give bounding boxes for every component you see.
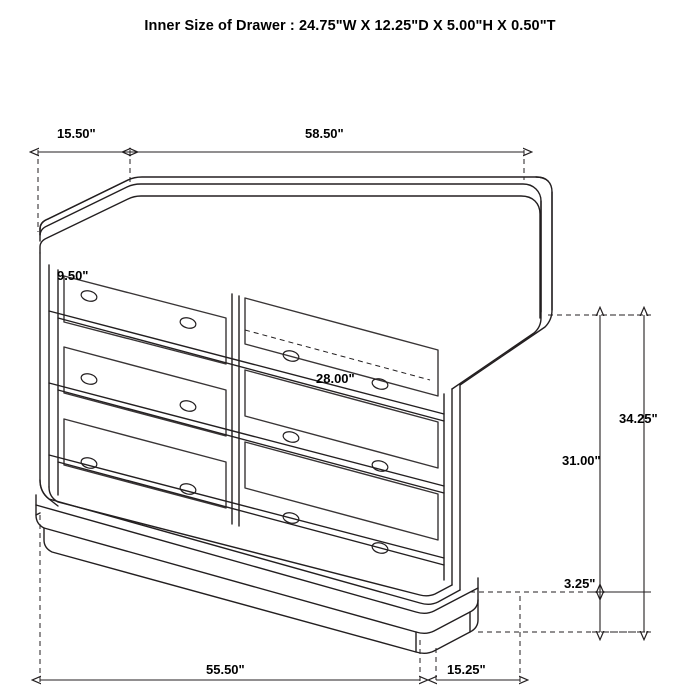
page-title: Inner Size of Drawer : 24.75"W X 12.25"D X 5.00"H X 0.50"T [144,18,556,34]
dimension-base-width: 55.50" [206,662,245,677]
dimension-width-top: 58.50" [305,126,344,141]
dimension-base-height: 3.25" [564,576,596,591]
dimension-total-height: 34.25" [619,411,658,426]
dimension-base-depth: 15.25" [447,662,486,677]
dimension-cabinet-height: 31.00" [562,453,601,468]
dimension-drawer-width: 28.00" [316,371,355,386]
dimension-drawer-height: 9.50" [57,268,89,283]
dimension-depth-top: 15.50" [57,126,96,141]
